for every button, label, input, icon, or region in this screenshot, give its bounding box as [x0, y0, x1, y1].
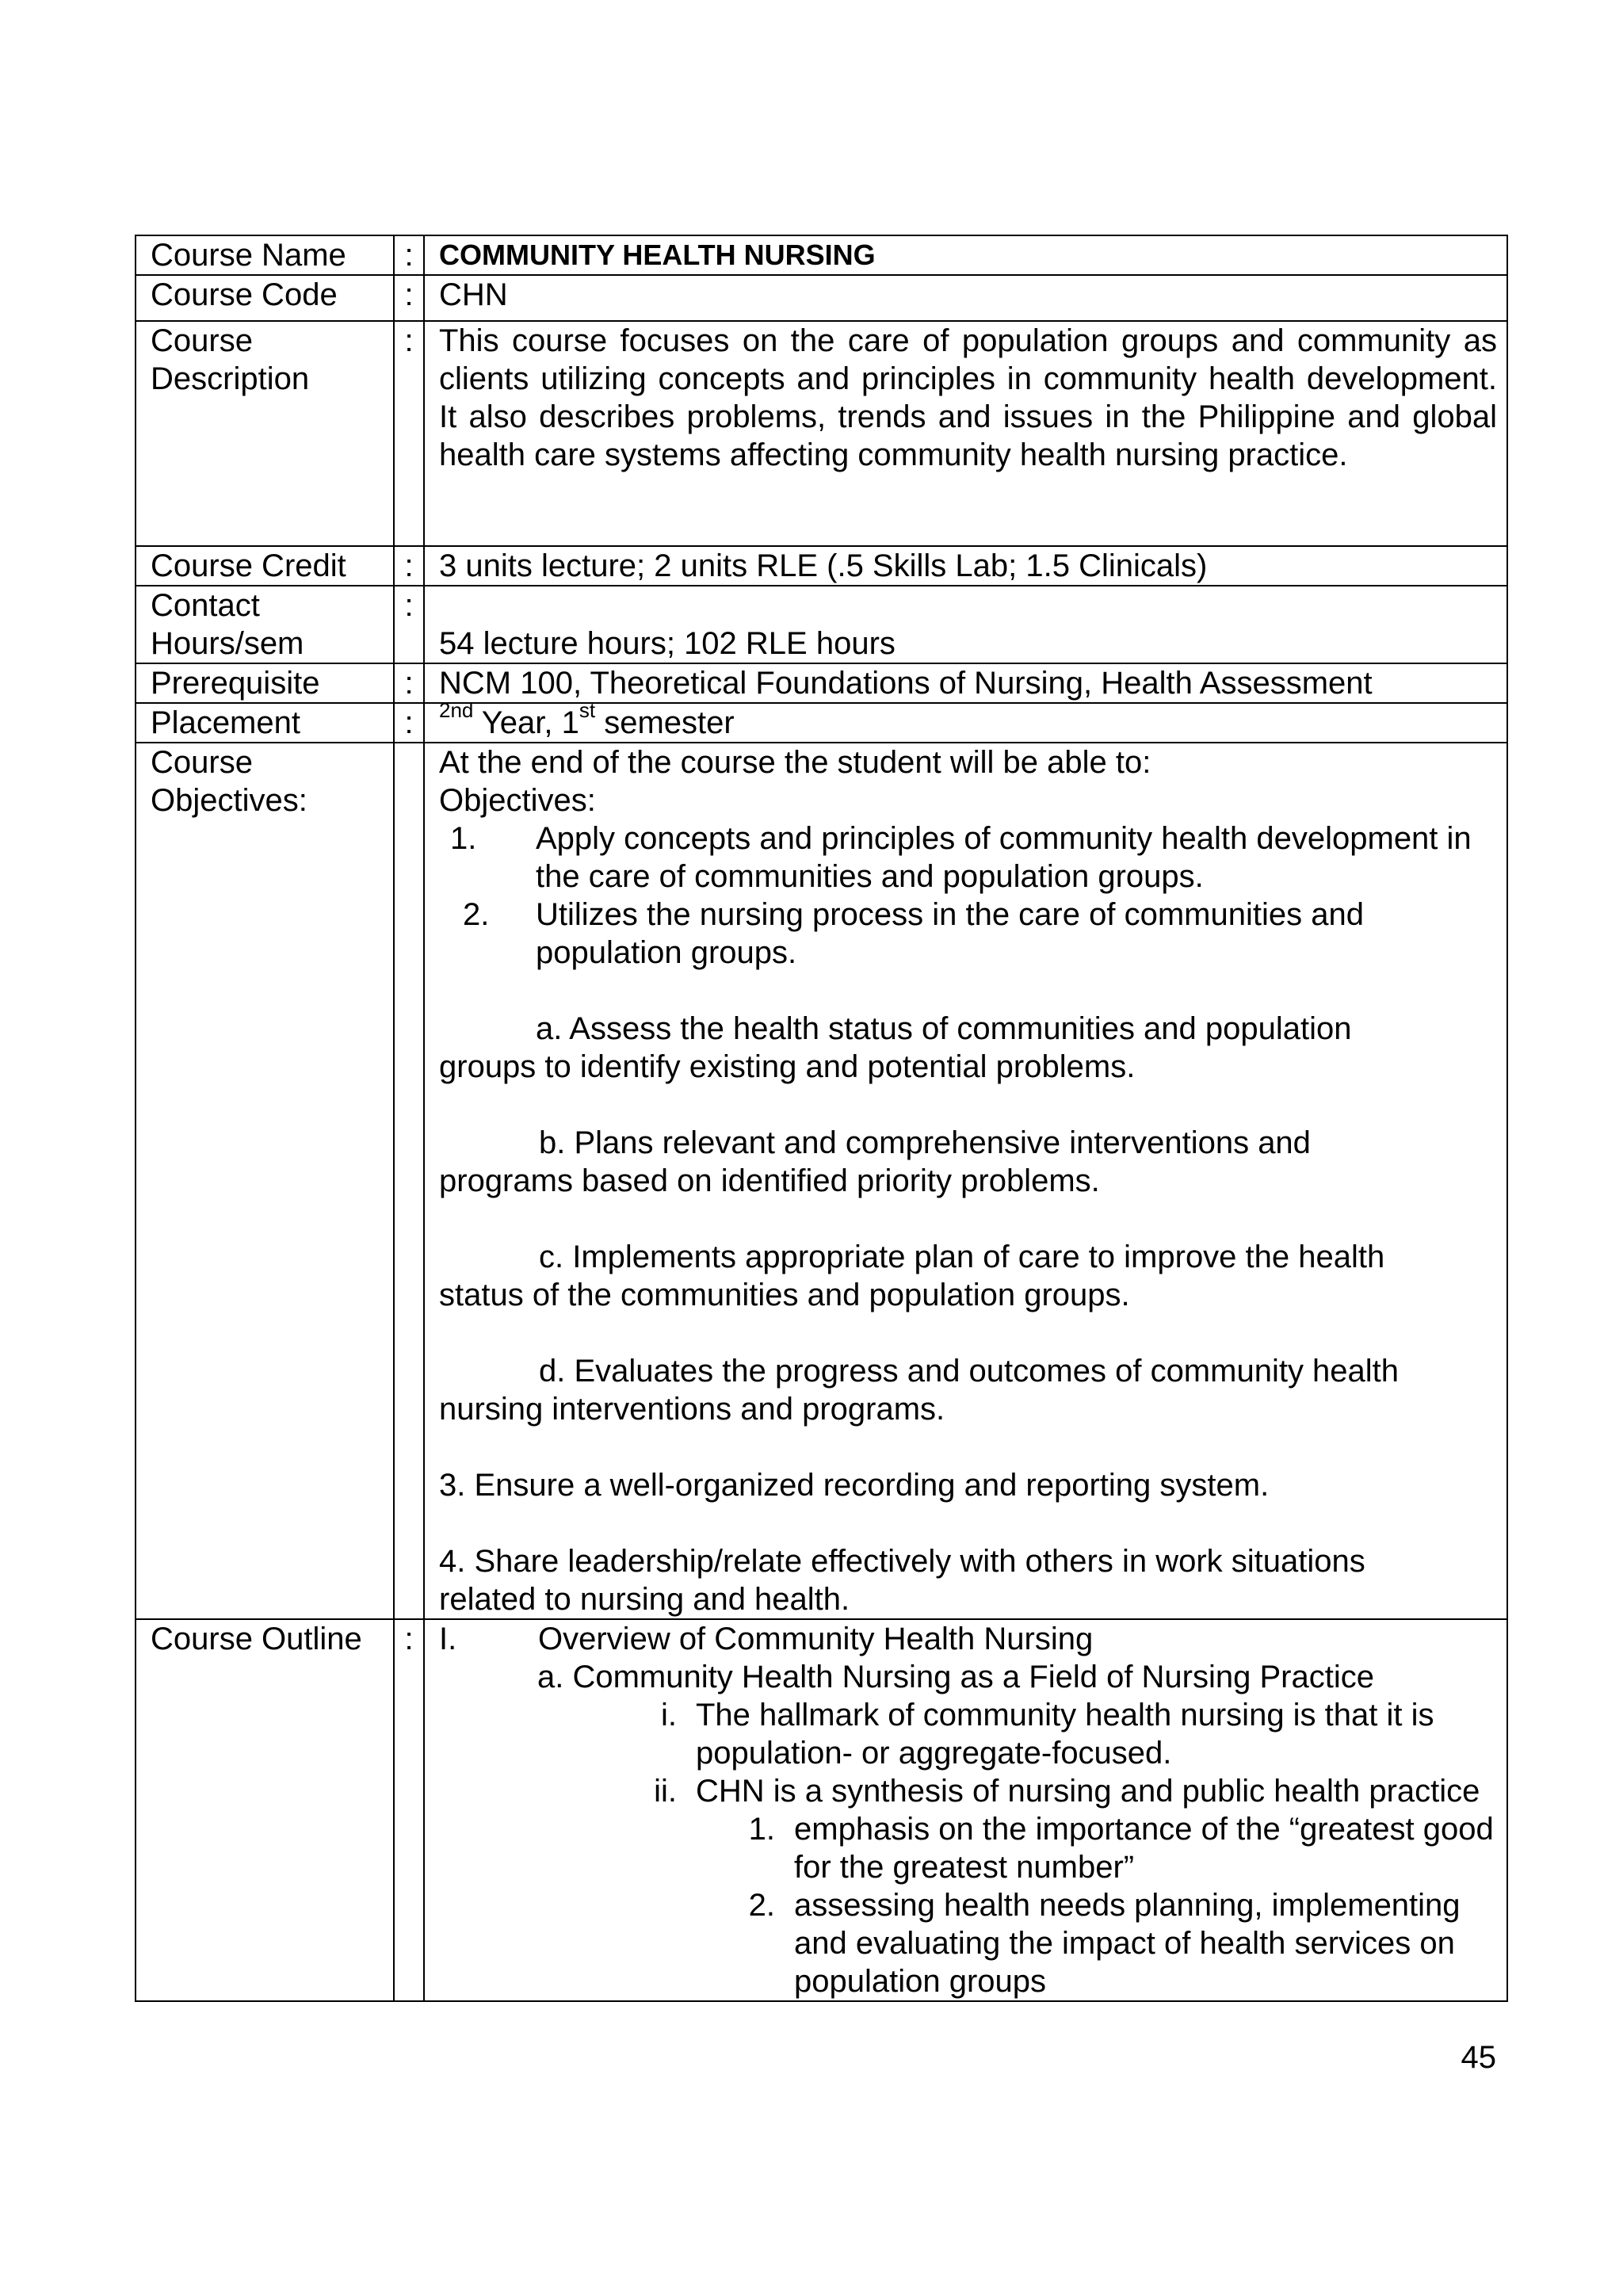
outline-section — [439, 1620, 1497, 1658]
course-objectives-label-line1: Course — [151, 745, 253, 780]
year-suffix: nd — [450, 698, 474, 722]
contact-hours-value: 54 lecture hours; 102 RLE hours — [439, 626, 896, 661]
prerequisite-value: NCM 100, Theoretical Foundations of Nursing, Health Assessment — [424, 663, 1507, 703]
colon: : — [394, 275, 424, 321]
objective-item-4-line2: related to nursing and health. — [439, 1582, 850, 1617]
page-number: 45 — [1461, 2040, 1496, 2075]
objective-text: Utilizes the nursing process in the care of communities and population groups. — [536, 897, 1364, 970]
outline-point-1 — [439, 1810, 1497, 1886]
outline-point-number: 1. — [748, 1812, 775, 1847]
semester-text: semester — [595, 705, 735, 740]
course-outline-label: Course Outline — [136, 1619, 394, 2001]
course-objectives-label-line2: Objectives: — [151, 783, 307, 818]
course-objectives-row — [136, 743, 1507, 1619]
course-name-label: Course Name — [136, 235, 394, 275]
course-code-row — [136, 275, 1507, 321]
colon: : — [394, 235, 424, 275]
semester-suffix: st — [579, 698, 596, 722]
semester-number: 1 — [561, 705, 579, 740]
colon: : — [394, 321, 424, 546]
placement-label: Placement — [136, 703, 394, 743]
objective-item-2 — [439, 896, 1497, 972]
colon: : — [394, 663, 424, 703]
outline-point-text: emphasis on the importance of the “greatest good for the greatest number” — [794, 1812, 1494, 1885]
placement-row — [136, 703, 1507, 743]
objectives-intro: At the end of the course the student will be able to: — [439, 745, 1151, 780]
objective-item-1 — [439, 819, 1497, 896]
course-description-label: Course Description — [136, 321, 394, 546]
course-credit-row — [136, 546, 1507, 586]
course-description-value: This course focuses on the care of population groups and community as clients utilizing concepts and principles in community health development. It also describes problems, trends and issues in the Philippine and global health care systems affecting community health nursing practice. — [424, 321, 1507, 546]
outline-section-title: Overview of Community Health Nursing — [538, 1622, 1094, 1656]
outline-point-2 — [439, 1886, 1497, 2000]
year-number: 2 — [439, 698, 451, 722]
outline-roman-ii — [439, 1772, 1497, 1810]
outline-section-number: I. — [439, 1622, 457, 1656]
colon: : — [394, 586, 424, 663]
prerequisite-row — [136, 663, 1507, 703]
objectives-heading: Objectives: — [439, 783, 596, 818]
contact-hours-row — [136, 586, 1507, 663]
course-name-value: COMMUNITY HEALTH NURSING — [424, 235, 1507, 275]
contact-hours-cell — [424, 586, 1507, 663]
course-syllabus-table — [135, 235, 1508, 2002]
objective-sub-item-a: a. Assess the health status of communities and population groups to identify existing and potential problems. — [439, 1011, 1352, 1084]
contact-hours-label — [136, 586, 394, 663]
colon: : — [394, 1619, 424, 2001]
outline-roman-number: i. — [661, 1698, 677, 1733]
objective-sub-item-c: c. Implements appropriate plan of care to improve the health status of the communities and population groups. — [439, 1240, 1385, 1312]
course-credit-label: Course Credit — [136, 546, 394, 586]
contact-hours-label-line1: Contact — [151, 588, 260, 623]
year-text: Year, — [473, 705, 562, 740]
objective-sub-item-b: b. Plans relevant and comprehensive interventions and programs based on identified priority problems. — [439, 1125, 1311, 1198]
course-code-value: CHN — [424, 275, 1507, 321]
colon: : — [394, 703, 424, 743]
outline-roman-number: ii. — [654, 1774, 677, 1809]
course-credit-value: 3 units lecture; 2 units RLE (.5 Skills Lab; 1.5 Clinicals) — [424, 546, 1507, 586]
contact-hours-label-line2: Hours/sem — [151, 626, 304, 661]
colon: : — [394, 546, 424, 586]
course-outline-row — [136, 1619, 1507, 2001]
outline-point-number: 2. — [748, 1888, 775, 1923]
course-name-row — [136, 235, 1507, 275]
objective-number: 2. — [463, 897, 490, 932]
course-description-row — [136, 321, 1507, 546]
objective-text: Apply concepts and principles of community health development in the care of communities and population groups. — [536, 821, 1472, 894]
empty-colon-cell — [394, 743, 424, 1619]
course-objectives-content — [424, 743, 1507, 1619]
objective-item-3: 3. Ensure a well-organized recording and reporting system. — [439, 1468, 1270, 1503]
outline-roman-i — [439, 1696, 1497, 1772]
outline-sub-a: a. Community Health Nursing as a Field of Nursing Practice — [537, 1660, 1374, 1694]
outline-roman-text: CHN is a synthesis of nursing and public health practice — [696, 1774, 1480, 1809]
course-code-label: Course Code — [136, 275, 394, 321]
objective-item-4-line1: 4. Share leadership/relate effectively with others in work situations — [439, 1544, 1365, 1579]
objective-sub-item-d: d. Evaluates the progress and outcomes of community health nursing interventions and programs. — [439, 1354, 1400, 1427]
placement-value — [424, 698, 1507, 743]
course-objectives-label — [136, 743, 394, 1619]
outline-roman-text: The hallmark of community health nursing is that it is population- or aggregate-focused. — [696, 1698, 1434, 1771]
objective-number: 1. — [450, 821, 477, 856]
course-outline-content — [424, 1619, 1507, 2001]
prerequisite-label: Prerequisite — [136, 663, 394, 703]
outline-point-text: assessing health needs planning, implementing and evaluating the impact of health services on population groups — [794, 1888, 1461, 1999]
